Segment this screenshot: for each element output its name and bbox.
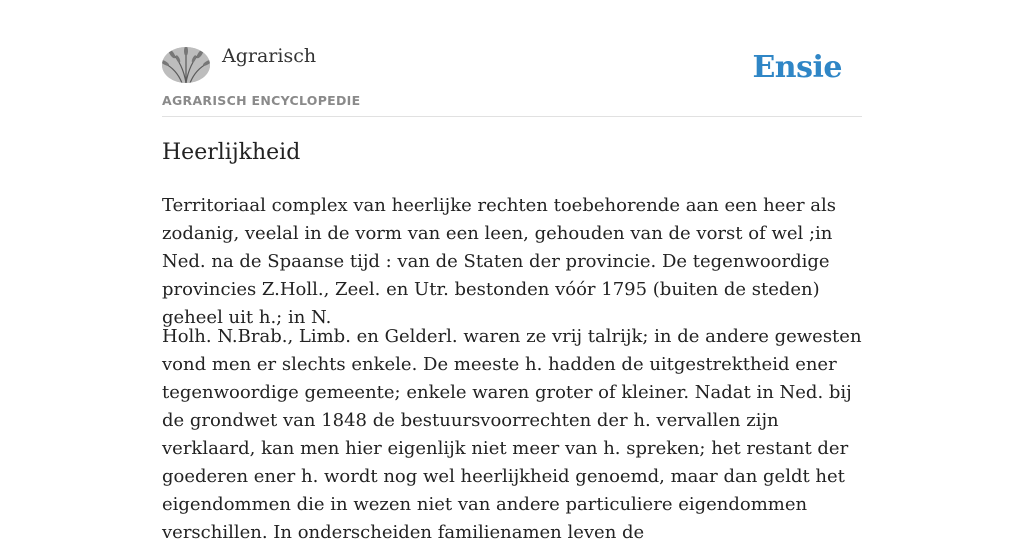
ensie-logo-link[interactable]: Ensie (752, 50, 842, 85)
wheat-image-icon[interactable] (162, 47, 210, 83)
site-name[interactable]: Agrarisch (222, 45, 317, 67)
site-subtitle: AGRARISCH ENCYCLOPEDIE (162, 93, 361, 108)
article-paragraph-2: Holh. N.Brab., Limb. en Gelderl. waren ze vrij talrijk; in de andere gewesten vond men er slechts enkele. De meeste h. hadden de uitgestrektheid ener tegenwoordige gemeente; enkele waren groter of kleiner. Nadat in Ned. bij de grondwet van 1848 de bestuursvoorrechten der h. vervallen zijn verklaard, kan men hier eigenlijk niet meer van h. spreken; het restant der goederen ener h. wordt nog wel heerlijkheid genoemd, maar dan geldt het eigendommen die in wezen niet van andere particuliere eigendommen verschillen. In onderscheiden familienamen leven de (162, 326, 862, 543)
site-header (162, 0, 862, 117)
article-paragraph-1: Territoriaal complex van heerlijke rechten toebehorende aan een heer als zodanig, veelal in de vorm van een leen, gehouden van de vorst of wel ;in Ned. na de Spaanse tijd : van de Staten der provincie. De tegenwoordige provincies Z.Holl., Zeel. en Utr. bestonden vóór 1795 (buiten de steden) geheel uit h.; in N. (162, 195, 837, 328)
article-title: Heerlijkheid (162, 140, 301, 165)
page-content (162, 0, 862, 543)
